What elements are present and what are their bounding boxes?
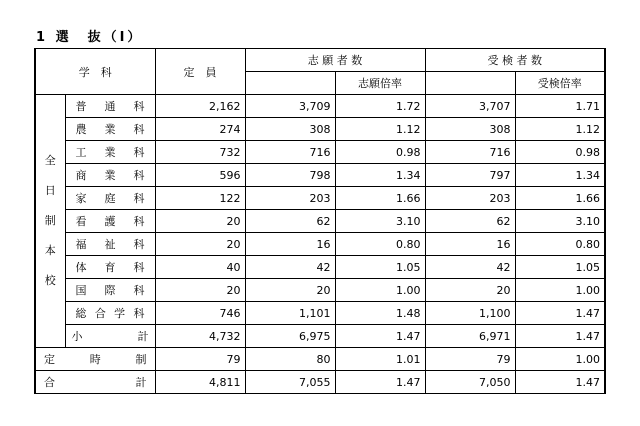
side-label-char: 本	[44, 244, 56, 257]
row-juken: 62	[425, 210, 515, 233]
row-juken: 3,707	[425, 95, 515, 118]
subtotal-label-b: 計	[137, 330, 149, 343]
row-juken-rate: 1.12	[515, 118, 605, 141]
table-row	[35, 302, 605, 325]
teiji-juken-rate: 1.00	[515, 348, 605, 371]
teiji-shigan-rate: 1.01	[335, 348, 425, 371]
row-shigan-rate: 1.05	[335, 256, 425, 279]
row-shigan: 20	[245, 279, 335, 302]
row-shigan-rate: 1.48	[335, 302, 425, 325]
teiji-juken: 79	[425, 348, 515, 371]
subtotal-juken: 6,971	[425, 325, 515, 348]
row-juken-rate: 0.80	[515, 233, 605, 256]
row-teiin: 122	[155, 187, 245, 210]
total-juken-rate: 1.47	[515, 371, 605, 394]
row-shigan: 42	[245, 256, 335, 279]
subtotal-shigan: 6,975	[245, 325, 335, 348]
row-juken-rate: 1.71	[515, 95, 605, 118]
row-juken: 308	[425, 118, 515, 141]
table-row	[35, 279, 605, 302]
side-label-char: 校	[44, 274, 56, 287]
row-name: 福祉科	[65, 233, 155, 256]
row-juken: 797	[425, 164, 515, 187]
row-juken-rate: 1.47	[515, 302, 605, 325]
total-juken: 7,050	[425, 371, 515, 394]
row-juken: 20	[425, 279, 515, 302]
row-shigan-rate: 1.66	[335, 187, 425, 210]
row-shigan-rate: 1.72	[335, 95, 425, 118]
table-row	[35, 210, 605, 233]
header-shigan-group: 志 願 者 数	[245, 49, 425, 72]
row-name: 家庭科	[65, 187, 155, 210]
header-juken-count-blank	[425, 72, 515, 95]
row-juken: 42	[425, 256, 515, 279]
table-row	[35, 95, 605, 118]
row-teiin: 20	[155, 210, 245, 233]
header-juken-group: 受 検 者 数	[425, 49, 605, 72]
row-juken: 716	[425, 141, 515, 164]
header-shigan-rate: 志願倍率	[335, 72, 425, 95]
header-shigan-count-blank	[245, 72, 335, 95]
row-teiin: 732	[155, 141, 245, 164]
row-name: 看護科	[65, 210, 155, 233]
row-name: 国際科	[65, 279, 155, 302]
row-teiin: 20	[155, 279, 245, 302]
row-name: 商業科	[65, 164, 155, 187]
teiji-shigan: 80	[245, 348, 335, 371]
row-name: 農業科	[65, 118, 155, 141]
teiji-label-b: 時	[89, 353, 101, 366]
row-shigan: 716	[245, 141, 335, 164]
row-shigan: 798	[245, 164, 335, 187]
total-label	[35, 371, 155, 394]
teiji-label	[35, 348, 155, 371]
row-shigan: 308	[245, 118, 335, 141]
row-juken: 16	[425, 233, 515, 256]
total-shigan-rate: 1.47	[335, 371, 425, 394]
row-shigan: 1,101	[245, 302, 335, 325]
table-title: 1 選 抜（Ⅰ）	[36, 30, 144, 45]
row-teiin: 20	[155, 233, 245, 256]
row-name: 総合学科	[65, 302, 155, 325]
header-teiin: 定 員	[155, 49, 245, 95]
side-label-char: 日	[44, 184, 56, 197]
header-row-1	[35, 49, 605, 72]
row-juken-rate: 3.10	[515, 210, 605, 233]
total-label-a: 合	[44, 376, 55, 389]
admission-stats-table	[34, 48, 606, 394]
row-teiin: 40	[155, 256, 245, 279]
row-teiin: 274	[155, 118, 245, 141]
subtotal-juken-rate: 1.47	[515, 325, 605, 348]
row-shigan-rate: 1.12	[335, 118, 425, 141]
total-teiin: 4,811	[155, 371, 245, 394]
row-shigan: 203	[245, 187, 335, 210]
row-teiin: 2,162	[155, 95, 245, 118]
table-row	[35, 233, 605, 256]
row-shigan: 16	[245, 233, 335, 256]
table-row	[35, 187, 605, 210]
row-shigan: 62	[245, 210, 335, 233]
side-label-char: 制	[44, 214, 56, 227]
side-label-zennichisei	[35, 95, 65, 348]
subtotal-label	[65, 325, 155, 348]
teiji-label-a: 定	[44, 353, 55, 366]
table-row	[35, 141, 605, 164]
row-teiin: 596	[155, 164, 245, 187]
total-label-b: 計	[135, 376, 147, 389]
teiji-label-c: 制	[135, 353, 147, 366]
table-row	[35, 164, 605, 187]
row-juken-rate: 1.34	[515, 164, 605, 187]
table-row	[35, 256, 605, 279]
row-name: 普通科	[65, 95, 155, 118]
row-shigan-rate: 0.80	[335, 233, 425, 256]
row-teiin: 746	[155, 302, 245, 325]
row-shigan: 3,709	[245, 95, 335, 118]
total-shigan: 7,055	[245, 371, 335, 394]
row-name: 工業科	[65, 141, 155, 164]
header-juken-rate: 受検倍率	[515, 72, 605, 95]
total-row	[35, 371, 605, 394]
row-juken-rate: 0.98	[515, 141, 605, 164]
subtotal-label-a: 小	[71, 330, 83, 343]
row-juken-rate: 1.66	[515, 187, 605, 210]
row-juken: 1,100	[425, 302, 515, 325]
header-gakka: 学 科	[35, 49, 155, 95]
row-juken: 203	[425, 187, 515, 210]
row-shigan-rate: 1.34	[335, 164, 425, 187]
row-shigan-rate: 0.98	[335, 141, 425, 164]
subtotal-row	[35, 325, 605, 348]
teiji-row	[35, 348, 605, 371]
table-row	[35, 118, 605, 141]
row-shigan-rate: 1.00	[335, 279, 425, 302]
row-name: 体育科	[65, 256, 155, 279]
teiji-teiin: 79	[155, 348, 245, 371]
side-label-char: 全	[44, 154, 56, 167]
row-juken-rate: 1.00	[515, 279, 605, 302]
row-juken-rate: 1.05	[515, 256, 605, 279]
row-shigan-rate: 3.10	[335, 210, 425, 233]
subtotal-shigan-rate: 1.47	[335, 325, 425, 348]
subtotal-teiin: 4,732	[155, 325, 245, 348]
